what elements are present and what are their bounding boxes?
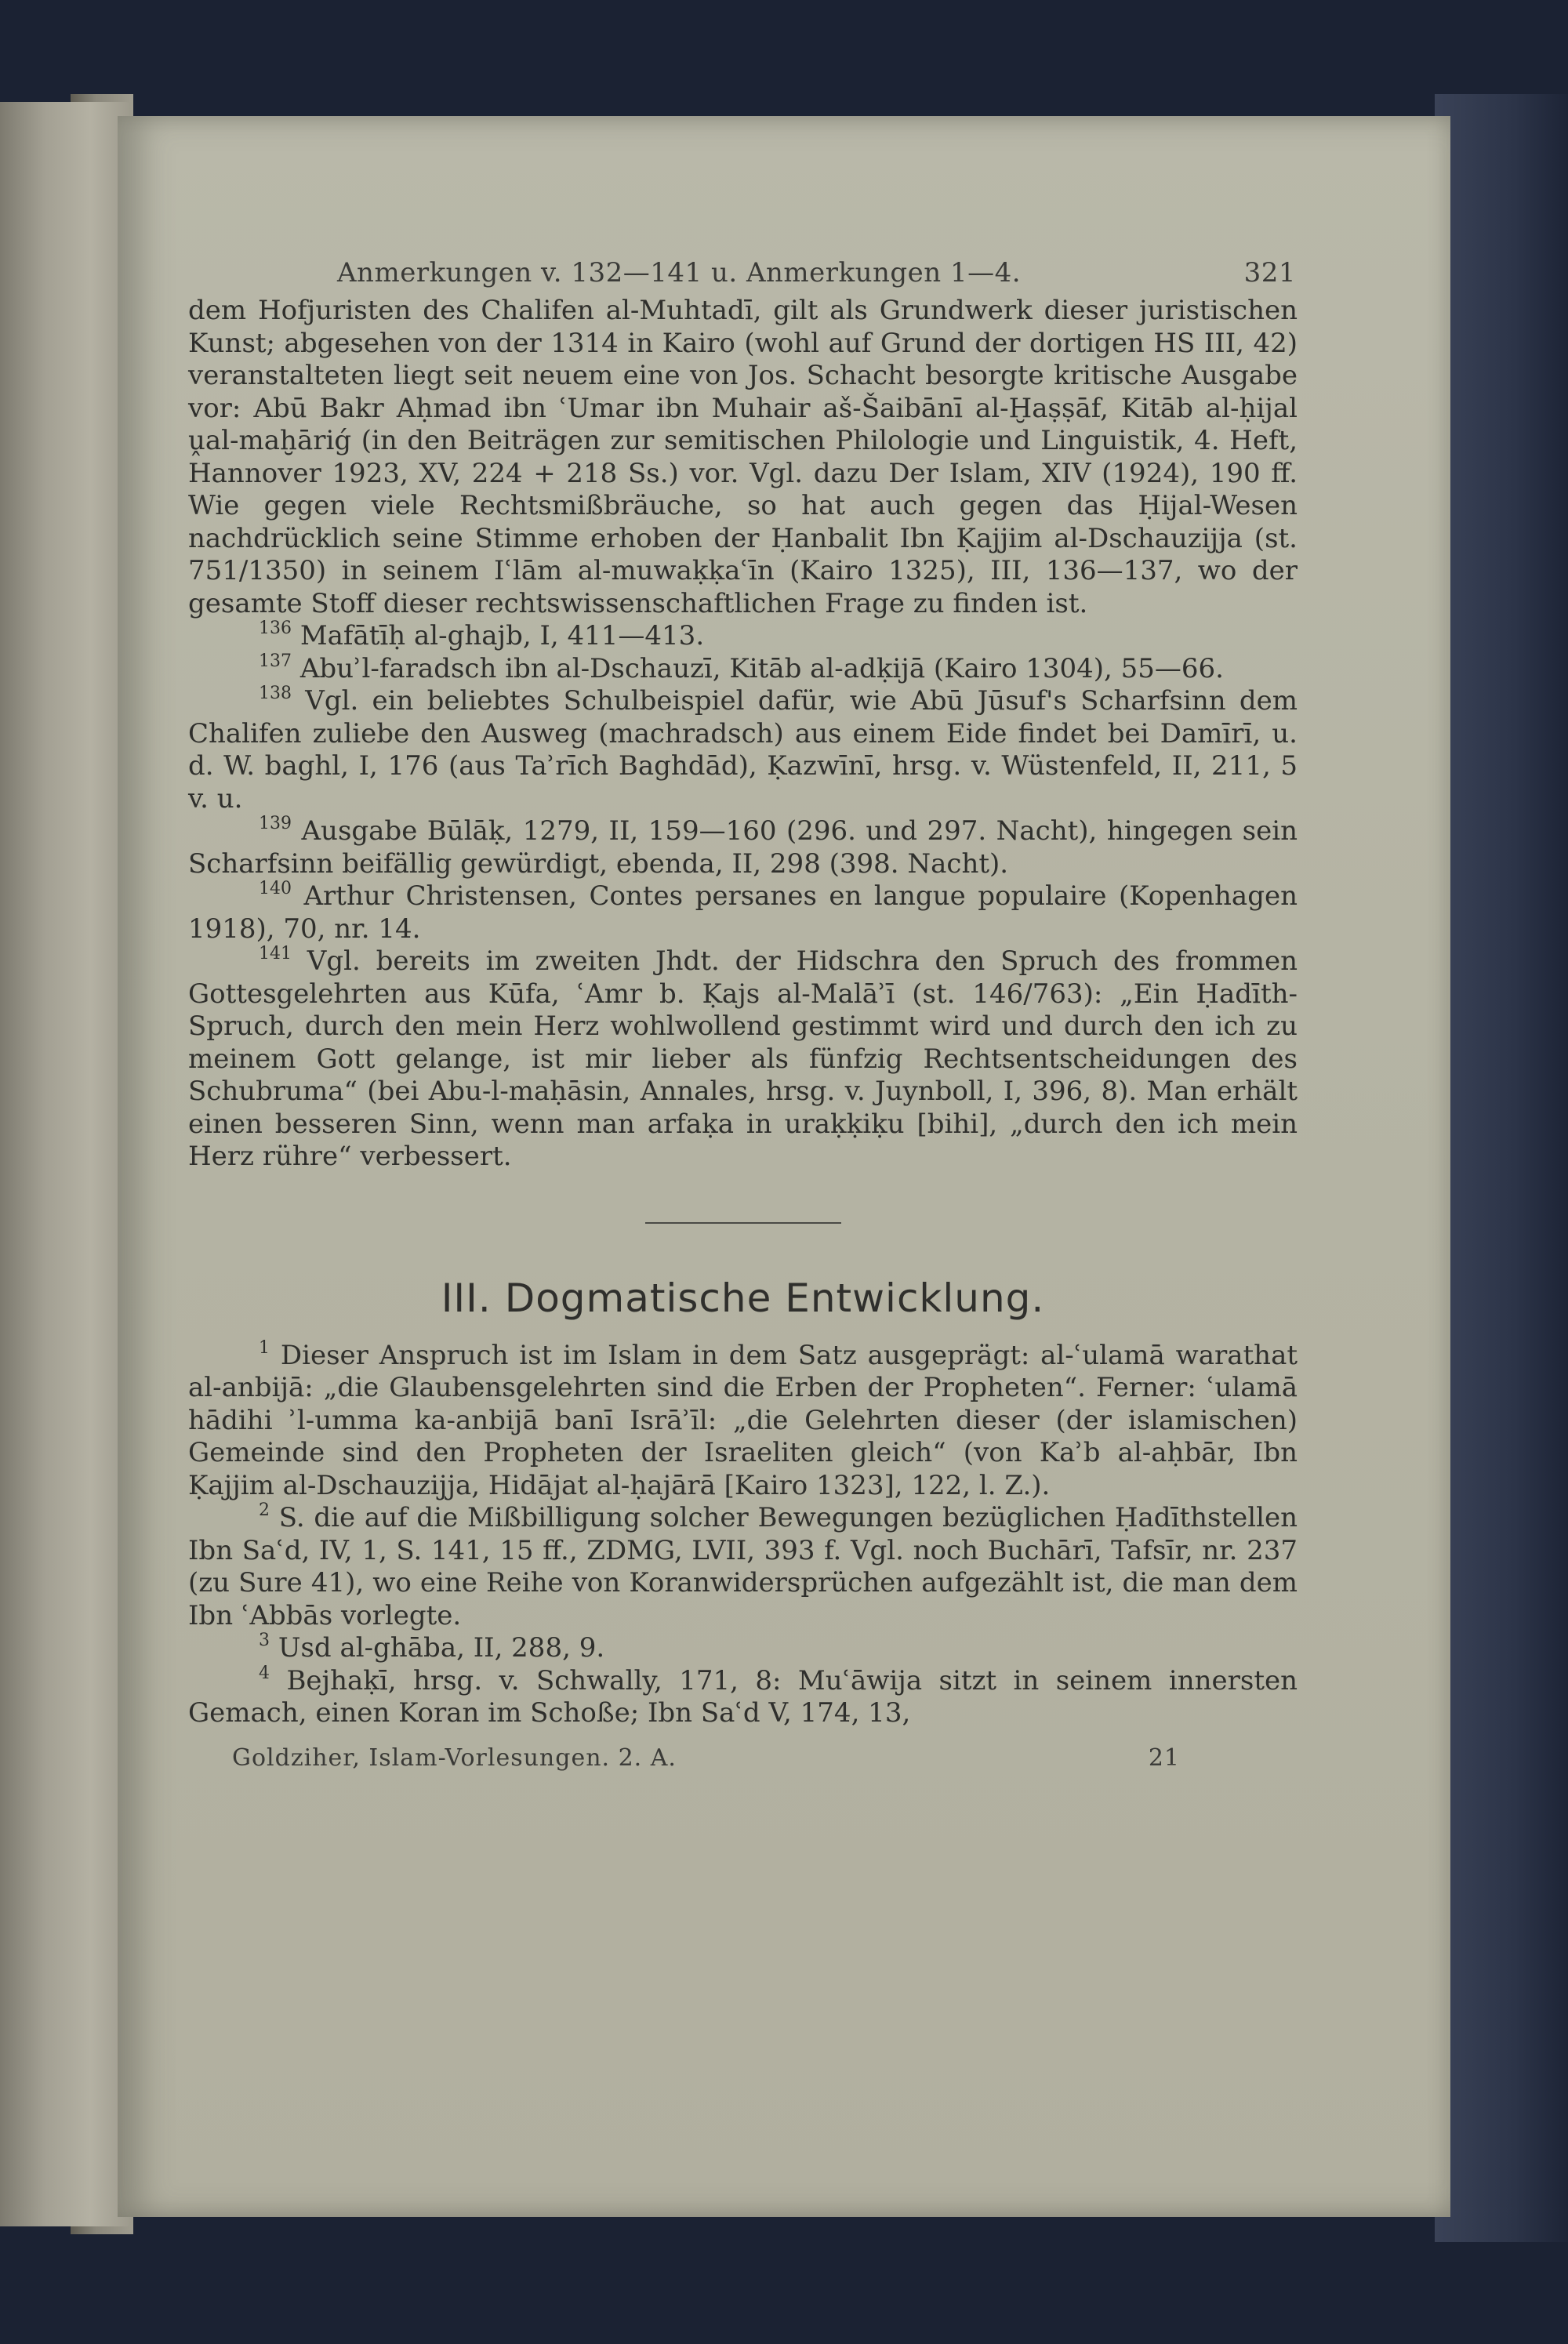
footnote-text: Usd al-ghāba, II, 288, 9. (278, 1632, 605, 1664)
footnote-number: 4 (259, 1663, 270, 1683)
footnote-136 (188, 620, 1298, 653)
footnote-number: 139 (259, 814, 292, 833)
continued-note-paragraph: dem Hofjuristen des Chalifen al-Muhtadī, gilt als Grundwerk dieser juristischen Kunst; abgesehen von der 1314 in Kairo (wohl auf Grund der dortigen HS III, 42) veranstalteten liegt seit neuem eine von Jos. Schacht besorgte kritische Ausgabe vor: Abū Bakr Aḥmad ibn ʿUmar ibn Muhair aš-Šaibānī al-Ḫaṣṣāf, Kitāb al-ḥijal ṷal-maḫāriǵ (in den Beiträgen zur semitischen Philologie und Linguistik, 4. Heft, Hannover 1923, XV, 224 + 218 Ss.) vor. Vgl. dazu Der Islam, XIV (1924), 190 ff. Wie gegen viele Rechtsmißbräuche, so hat auch gegen das Ḥijal-Wesen nachdrücklich seine Stimme erhoben der Ḥanbalit Ibn Ḳajjim al-Dschauzijja (st. 751/1350) in seinem Iʿlām al-muwaḳḳaʿīn (Kairo 1325), III, 136—137, wo der gesamte Stoff dieser rechtswissenschaftlichen Frage zu finden ist. (188, 295, 1298, 619)
footnote-text: S. die auf die Mißbilligung solcher Bewegungen bezüglichen Ḥadīthstellen Ibn Saʿd, IV, 1, S. 141, 15 ff., ZDMG, LVII, 393 f. Vgl. noch Buchārī, Tafsīr, nr. 237 (zu Sure 41), wo eine Reihe von Koranwidersprüchen aufgezählt ist, die man dem Ibn ʿAbbās vorlegte. (188, 1502, 1298, 1631)
book-cover-edge (1435, 94, 1568, 2242)
footnote-141 (188, 945, 1298, 1174)
section-divider (645, 1222, 841, 1224)
footnote-137 (188, 653, 1298, 686)
footnote-text: Ausgabe Būlāḳ, 1279, II, 159—160 (296. und 297. Nacht), hingegen sein Scharfsinn beifällig gewürdigt, ebenda, II, 298 (398. Nacht). (188, 815, 1298, 880)
footnote-number: 138 (259, 684, 292, 703)
page-content (188, 257, 1298, 1772)
footnote-140 (188, 880, 1298, 945)
section-heading: III. Dogmatische Entwicklung. (441, 1275, 1045, 1321)
footnote-number: 136 (259, 619, 292, 638)
footnote-138 (188, 685, 1298, 815)
note-1 (188, 1337, 1298, 1503)
note-3 (188, 1632, 1298, 1665)
footnote-text: Abuʾl-faradsch ibn al-Dschauzī, Kitāb al-adḳijā (Kairo 1304), 55—66. (299, 652, 1224, 684)
sheet-number: 21 (1148, 1743, 1180, 1772)
footnote-number: 3 (259, 1631, 270, 1650)
footnote-text: Arthur Christensen, Contes persanes en langue populaire (Kopenhagen 1918), 70, nr. 14. (188, 880, 1298, 945)
footnote-number: 2 (259, 1500, 270, 1520)
footnote-text: Mafātīḥ al-ghajb, I, 411—413. (299, 620, 705, 651)
footnote-text: Vgl. bereits im zweiten Jhdt. der Hidschra den Spruch des frommen Gottesgelehrten aus Kūfa, ʿAmr b. Ḳajs al-Malāʾī (st. 146/763): „Ein Ḥadīth-Spruch, durch den mein Herz wohlwollend gestimmt wird und durch den ich zu meinem Gott gelange, ist mir lieber als fünfzig Rechtsentscheidungen des Schubruma“ (bei Abu-l-maḥāsin, Annales, hrsg. v. Juynboll, I, 396, 8). Man erhält einen besseren Sinn, wenn man arfaḳa in uraḳḳiḳu [bihi], „durch den ich mein Herz rühre“ verbessert. (188, 945, 1298, 1172)
page-number: 321 (1243, 257, 1296, 288)
footnote-number: 1 (259, 1337, 270, 1358)
footer-signature: Goldziher, Islam-Vorlesungen. 2. A. (232, 1743, 677, 1772)
footnote-number: 140 (259, 879, 292, 898)
running-head (188, 257, 1298, 288)
page-footer (188, 1744, 1298, 1772)
running-head-title: Anmerkungen v. 132—141 u. Anmerkungen 1—4. (337, 257, 1022, 288)
footnote-text: Dieser Anspruch ist im Islam in dem Satz ausgeprägt: al-ʿulamā warathat al-anbijā: „die Glaubensgelehrten sind die Erben der Propheten“. Ferner: ʿulamā hādihi ʾl-umma ka-anbijā banī Isrāʾīl: „die Gelehrten dieser (der islamischen) Gemeinde sind den Propheten der Israeliten gleich“ (von Kaʾb al-aḥbār, Ibn Ḳajjim al-Dschauzijja, Hidājat al-ḥajārā [Kairo 1323], 122, l. Z.). (188, 1339, 1298, 1501)
footnote-number: 137 (259, 651, 292, 671)
footnote-139 (188, 815, 1298, 880)
footnote-text: Vgl. ein beliebtes Schulbeispiel dafür, wie Abū Jūsuf's Scharfsinn dem Chalifen zuliebe den Ausweg (machradsch) aus einem Eide findet bei Damīrī, u. d. W. baghl, I, 176 (aus Taʾrīch Baghdād), Ḳazwīnī, hrsg. v. Wüstenfeld, II, 211, 5 v. u. (188, 685, 1298, 815)
footnote-text: Bejhaḳī, hrsg. v. Schwally, 171, 8: Muʿāwija sitzt in seinem innersten Gemach, einen Koran im Schoße; Ibn Saʿd V, 174, 13, (188, 1664, 1298, 1729)
book-page (118, 116, 1450, 2217)
note-4 (188, 1665, 1298, 1730)
left-page-edge (0, 102, 129, 2226)
footnote-number: 141 (259, 944, 292, 963)
note-2 (188, 1502, 1298, 1632)
